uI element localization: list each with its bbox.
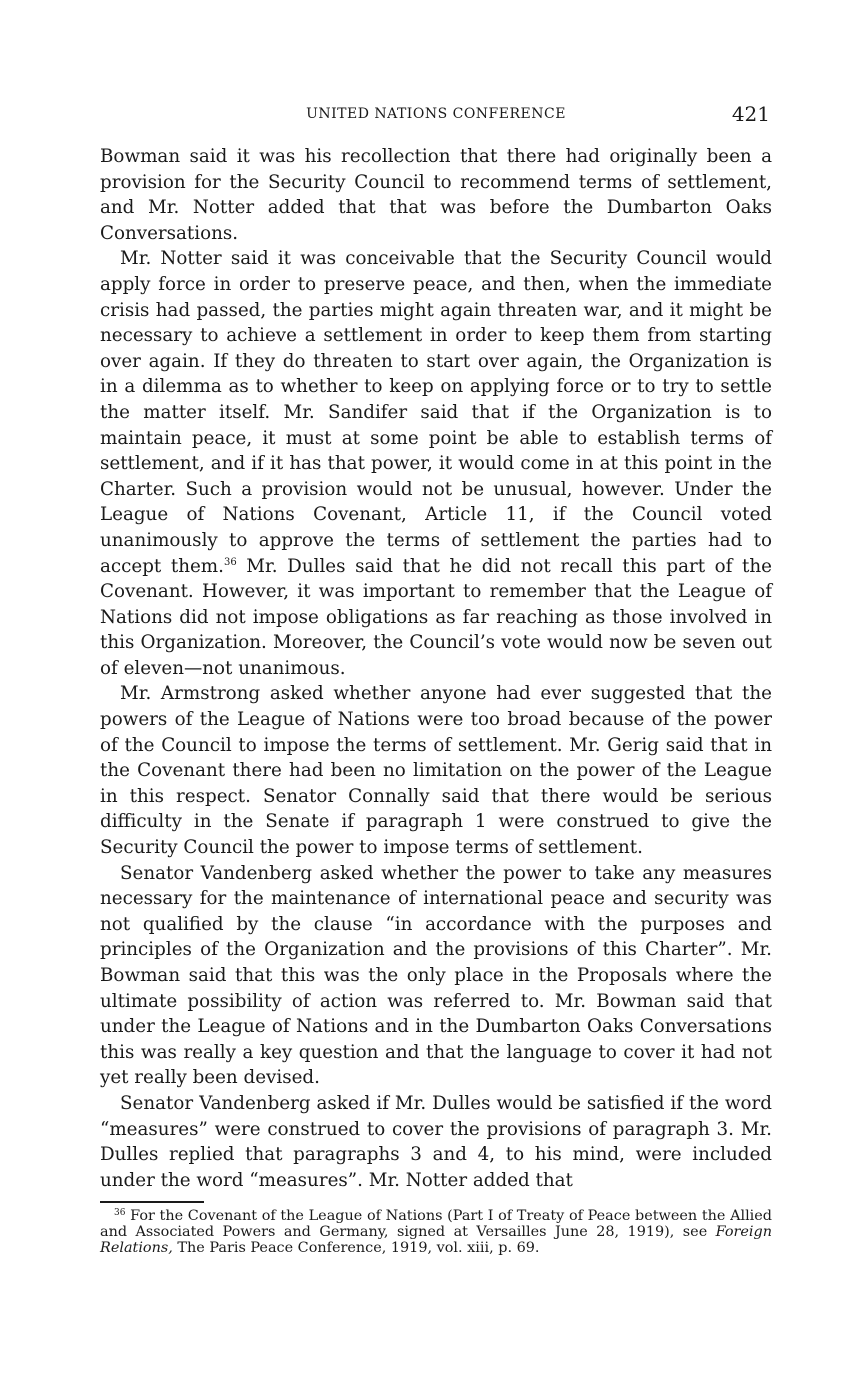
body-text (100, 144, 772, 1193)
paragraph (100, 246, 772, 681)
footnote (100, 1209, 772, 1256)
footnote-text: The Paris Peace Conference, 1919, vol. xiii, p. 69. (172, 1239, 540, 1256)
page-number: 421 (731, 102, 770, 126)
footnote-reference[interactable]: 36 (223, 556, 237, 568)
paragraph (100, 681, 772, 860)
document-page (100, 102, 772, 1257)
footnote-divider (100, 1201, 204, 1203)
footnote-citation-title: Foreign Relations, (100, 1224, 772, 1256)
paragraph-text: Bowman said it was his recollection that there had originally been a provision for the Security Council to recommend terms of settlement, and Mr. Notter added that that was before the Dumbarton Oaks Conversations. (100, 146, 772, 244)
footnote-marker: 36 (114, 1208, 126, 1219)
paragraph-text: Senator Vandenberg asked whether the power to take any measures necessary for the maintenance of international peace and security was not qualified by the clause “in accordance with the purposes and principles of the Organization and the provisions of this Charter”. Mr. Bowman said that this was the only place in the Proposals where the ultimate possibility of action was referred to. Mr. Bowman said that under the League of Nations and in the Dumbarton Oaks Conversations this was really a key question and that the language to cover it had not yet really been devised. (100, 862, 772, 1089)
running-header (100, 102, 772, 130)
footnote-text: For the Covenant of the League of Nations (Part I of Treaty of Peace between the Allied and Associated Powers and Germany, signed at Versailles June 28, 1919), see (100, 1208, 772, 1241)
paragraph (100, 1091, 772, 1193)
paragraph (100, 861, 772, 1091)
paragraph-text: Mr. Notter said it was conceivable that the Security Council would apply force in order to preserve peace, and then, when the immediate crisis had passed, the parties might again threaten war, and it might be necessary to achieve a settlement in order to keep them from starting over again. If they do threaten to start over again, the Organization is in a dilemma as to whether to keep on applying force or to try to settle the matter itself. Mr. Sandifer said that if the Organization is to maintain peace, it must at some point be able to establish terms of settlement, and if it has that power, it would come in at this point in the Charter. Such a provision would not be unusual, however. Under the League of Nations Covenant, Article 11, if the Council voted unanimously to approve the terms of settlement the parties had to accept them. (100, 248, 772, 577)
paragraph-text: Senator Vandenberg asked if Mr. Dulles would be satisfied if the word “measures” were construed to cover the provisions of paragraph 3. Mr. Dulles replied that paragraphs 3 and 4, to his mind, were included under the word “measures”. Mr. Notter added that (100, 1092, 772, 1191)
paragraph-text: Mr. Armstrong asked whether anyone had ever suggested that the powers of the League of Nations were too broad because of the power of the Council to impose the terms of settlement. Mr. Gerig said that in the Covenant there had been no limitation on the power of the League in this respect. Senator Connally said that there would be serious difficulty in the Senate if paragraph 1 were construed to give the Security Council the power to impose terms of settlement. (100, 683, 772, 859)
paragraph-text: Mr. Dulles said that he did not recall this part of the Covenant. However, it was important to remember that the League of Nations did not impose obligations as far reaching as those involved in this Organization. Moreover, the Council’s vote would now be seven out of eleven—not unanimous. (100, 555, 773, 679)
paragraph (100, 144, 772, 246)
running-title: UNITED NATIONS CONFERENCE (306, 106, 566, 122)
